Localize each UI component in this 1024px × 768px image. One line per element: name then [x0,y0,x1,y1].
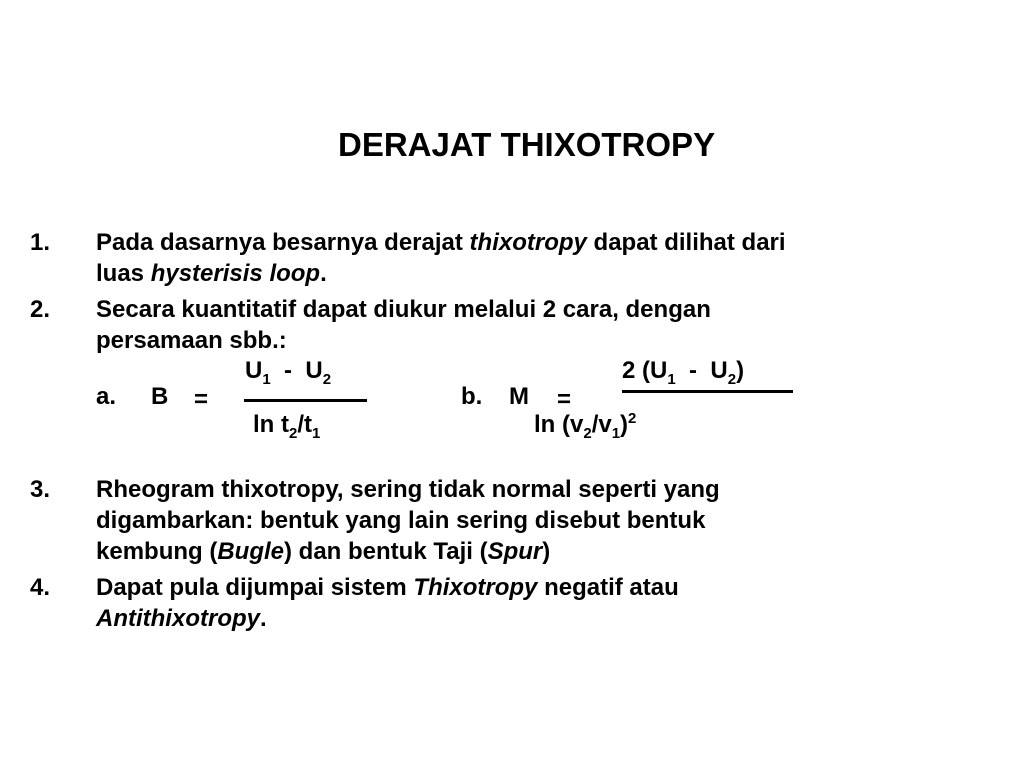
formula-a-t-sub-2: 1 [312,425,321,442]
item-1-line-1-em: thixotropy [469,229,587,256]
formula-b-close: ) [736,357,745,384]
item-1-line-1 [96,227,786,258]
item-1-line-2-post: . [320,260,327,287]
formula-a-minus: - [284,357,293,384]
formula-b-denominator [534,410,637,442]
item-1-line-1-pre: Pada dasarnya besarnya derajat [96,229,470,256]
item-4-line-2-post: . [259,605,267,632]
item-1-line-2 [96,258,327,289]
formula-b-pre: 2 (U [622,357,668,384]
formula-b-u2-sub: 2 [727,371,737,388]
formula-a-var: B [151,383,169,410]
item-4-line-1-pre: Dapat pula dijumpai sistem [96,574,414,601]
formula-a-t-sub-1: 2 [289,425,298,442]
item-3-line-2: digambarkan: bentuk yang lain sering disebut bentuk [96,507,706,534]
formula-b-slash-v: /v [591,411,612,438]
formula-a-equals: = [194,386,209,413]
item-2-line-2: persamaan sbb.: [96,327,287,354]
formula-b-minus: - [689,357,698,384]
formula-b-fraction-bar [622,390,793,393]
formula-a-fraction-bar [244,399,367,402]
slide-title: DERAJAT THIXOTROPY [338,126,716,163]
formula-a-numerator [245,357,332,388]
item-3-line-3 [96,536,550,567]
item-4-line-2 [96,603,267,634]
item-3-number: 3. [30,476,51,503]
formula-a-u1-sub: 1 [262,371,271,388]
item-3-spur: Spur [487,538,543,565]
formula-a-u2-sub: 2 [322,371,332,388]
formula-b-label: b. [461,383,483,410]
formula-b-paren-close: ) [620,411,629,438]
formula-a-ln-t: ln t [253,411,289,438]
formula-a-u2: U [305,357,323,384]
formula-b-exponent: 2 [628,410,637,427]
formula-b-var: M [509,383,529,410]
formula-b-equals: = [557,386,572,413]
item-1-line-1-post: dapat dilihat dari [586,229,786,256]
item-2-line-1: Secara kuantitatif dapat diukur melalui 2 cara, dengan [96,296,711,323]
formula-b-numerator [622,357,745,388]
item-3-line-1: Rheogram thixotropy, sering tidak normal seperti yang [96,476,720,503]
item-3-line-3-post: ) [542,538,551,565]
item-4-number: 4. [30,574,51,601]
formula-b-v-sub-1: 2 [583,425,592,442]
item-1-number: 1. [30,229,51,256]
item-3-bugle: Bugle [217,538,285,565]
formula-a-u1: U [245,357,263,384]
formula-a-denominator [253,411,321,442]
item-3-line-3-mid: ) dan bentuk Taji ( [284,538,488,565]
item-3-line-3-pre: kembung ( [96,538,218,565]
item-4-line-1 [96,572,679,603]
formula-b-ln-v: ln (v [534,411,584,438]
item-4-line-1-post: negatif atau [537,574,679,601]
item-4-line-2-em: Antithixotropy [96,605,260,632]
item-1-line-2-em: hysterisis loop [150,260,321,287]
item-4-line-1-em: Thixotropy [413,574,538,601]
item-1-line-2-pre: luas [96,260,151,287]
formula-b-u2: U [710,357,728,384]
item-2-number: 2. [30,296,51,323]
formula-a-label: a. [96,383,117,410]
formula-b-u1-sub: 1 [667,371,676,388]
formula-a-slash-t: /t [297,411,313,438]
formula-b-v-sub-2: 1 [611,425,621,442]
